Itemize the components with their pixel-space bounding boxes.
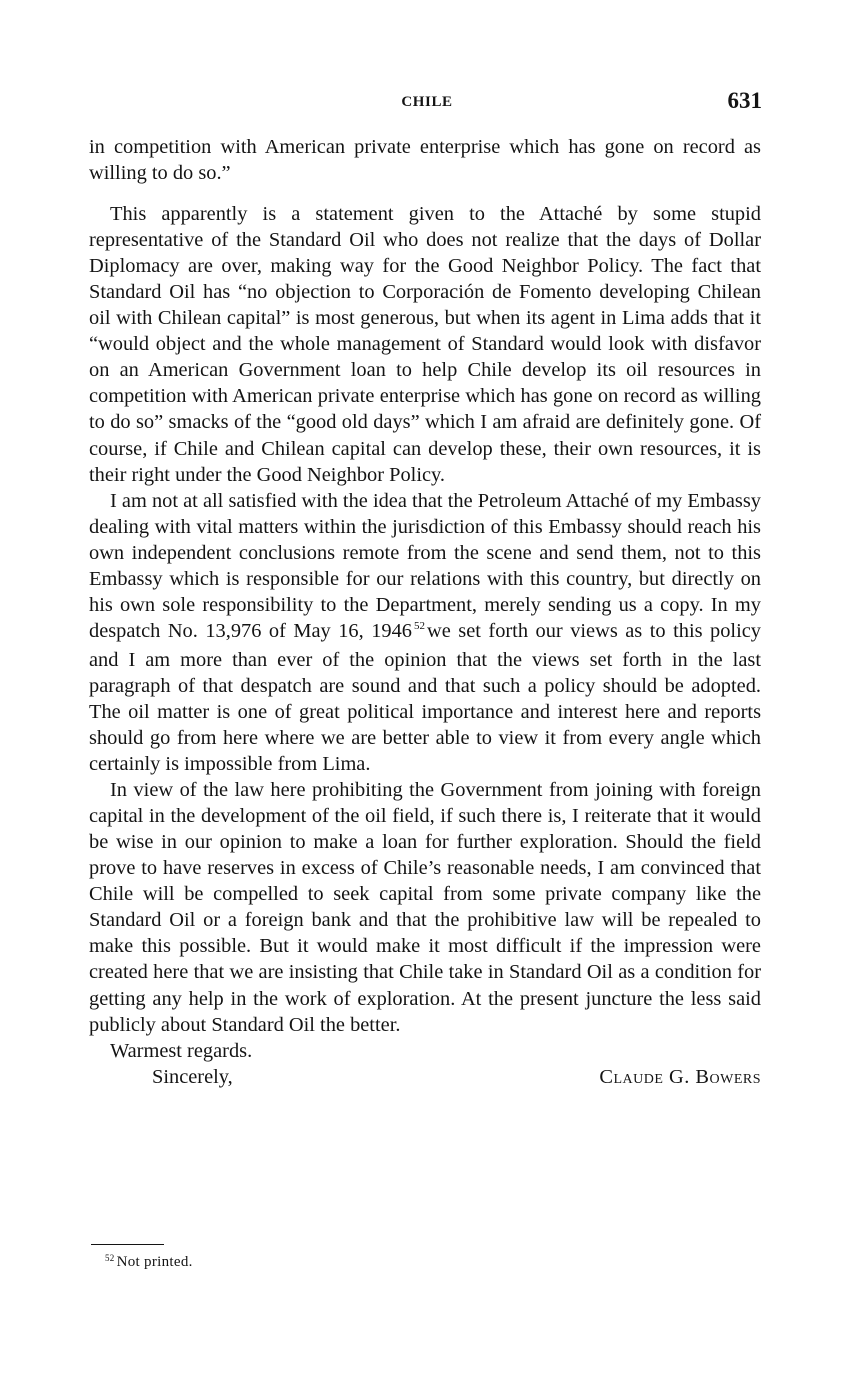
closing-regards: Warmest regards. [110, 1039, 253, 1062]
letter-body [89, 134, 761, 1090]
footnote-text: Not printed. [116, 1254, 193, 1270]
footnote-reference: 52 [414, 619, 425, 632]
paragraph-standard-oil-statement: This apparently is a statement given to the Attaché by some stupid representative of the Standard Oil who does not realize that the days of Dollar Diplomacy are over, making way for the Good Neighbor Policy. The fact that Standard Oil has “no objection to Corporación de Fomento developing Chilean oil with Chilean capital” is most generous, but when its agent in Lima adds that it “would object and the whole management of Standard would look with disfavor on an American Government loan to help Chile develop its oil resources in competition with American private enterprise which has gone on record as willing to do so” smacks of the “good old days” which I am afraid are definitely gone. Of course, if Chile and Chilean capital can develop these, their own resources, it is their right under the Good Neighbor Policy. [89, 203, 761, 486]
signature-row [89, 1064, 761, 1090]
footnote [105, 1254, 193, 1271]
signer-name: Claude G. Bowers [599, 1065, 761, 1088]
page-number: 631 [727, 88, 762, 113]
paragraph-loan-exploration: In view of the law here prohibiting the Government from joining with foreign capital in the development of the oil field, if such there is, I reiterate that it would be wise in our opinion to make a loan for further exploration. Should the field prove to have reserves in excess of Chile’s reasonable needs, I am convinced that Chile will be compelled to seek capital from some private company like the Standard Oil or a foreign bank and that the prohibitive law will be repealed to make this possible. But it would make it most difficult if the impression were created here that we are insisting that Chile take in Standard Oil as a condition for getting any help in the work of exploration. At the present juncture the less said publicly about Standard Oil the better. [89, 779, 761, 1036]
running-title: CHILE [401, 94, 453, 110]
paragraph-text-after-ref: we set forth our views as to this policy and I am more than ever of the opinion that the views set forth in the last paragraph of that despatch are sound and that such a policy should be adopted. The oil matter is one of great political importance and interest here and reports should go from here where we are better able to view it from every angle which certainly is impossible from Lima. [89, 619, 761, 776]
footnote-divider [91, 1244, 164, 1245]
paragraph-continued: in competition with American private enterprise which has gone on record as willing to do so.” [89, 136, 761, 185]
paragraph-petroleum-attache [89, 488, 761, 778]
paragraph-text-before-ref: I am not at all satisfied with the idea that the Petroleum Attaché of my Embassy dealing with vital matters within the jurisdiction of this Embassy should reach his own independent conclusions remote from the scene and send them, not to this Embassy which is responsible for our relations with this country, but directly on his own sole responsibility to the Department, merely sending us a copy. In my despatch No. 13,976 of May 16, 1946 [89, 489, 761, 642]
footnote-mark: 52 [105, 1253, 115, 1263]
closing-sincerely: Sincerely, [152, 1065, 233, 1088]
